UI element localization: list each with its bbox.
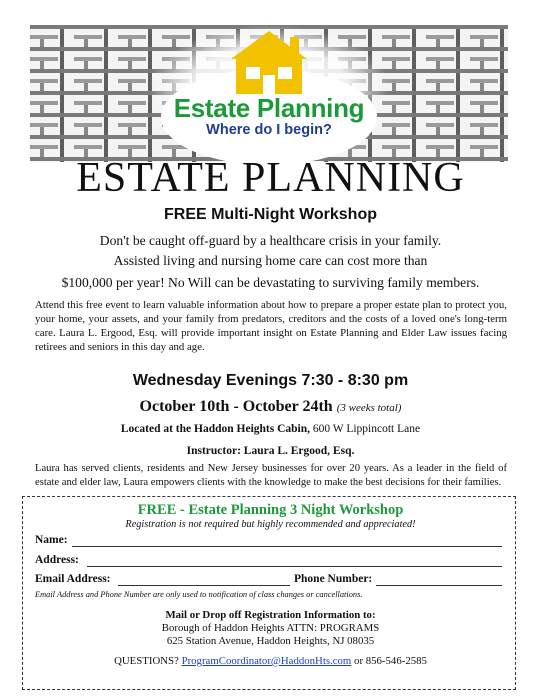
- address-field[interactable]: [87, 566, 502, 567]
- privacy-note: Email Address and Phone Number are only used to notification of class changes or cancellations.: [35, 590, 363, 599]
- bio-paragraph: Laura has served clients, residents and New Jersey businesses for over 20 years. As a leader in the field of estate and elder law, Laura empowers clients with the knowledge to make the best decisions for their families.: [35, 463, 507, 488]
- questions-label: QUESTIONS?: [114, 655, 179, 667]
- workshop-subtitle: FREE Multi-Night Workshop: [163, 206, 377, 223]
- mail-line-2: 625 Station Avenue, Haddon Heights, NJ 08035: [166, 635, 375, 647]
- mail-heading: Mail or Drop off Registration Information to:: [165, 609, 376, 621]
- email-field[interactable]: [118, 585, 290, 586]
- banner-image: [30, 25, 508, 162]
- location-address: 600 W Lippincott Lane: [310, 423, 421, 435]
- form-note: Registration is not required but highly recommended and appreciated!: [125, 519, 416, 530]
- schedule-time: Wednesday Evenings 7:30 - 8:30 pm: [132, 372, 409, 389]
- phone-label: Phone Number:: [294, 573, 373, 585]
- email-label: Email Address:: [35, 573, 111, 585]
- location-label: Located at the Haddon Heights Cabin,: [120, 423, 311, 435]
- questions-line: [0, 655, 541, 667]
- schedule-dates: [0, 398, 541, 416]
- lead-line-1: Don't be caught off-guard by a healthcare crisis in your family.: [99, 233, 442, 248]
- schedule-dates-text: October 10th - October 24th: [139, 398, 333, 415]
- lead-line-3: $100,000 per year! No Will can be devastating to surviving family members.: [61, 275, 480, 290]
- contact-phone: or 856-546-2585: [351, 655, 427, 667]
- schedule-dates-note: (3 weeks total): [336, 402, 402, 414]
- name-label: Name:: [35, 534, 68, 546]
- location: [0, 423, 541, 435]
- lead-line-2: Assisted living and nursing home care can cost more than: [113, 253, 428, 268]
- instructor: Instructor: Laura L. Ergood, Esq.: [186, 445, 355, 457]
- mail-line-1: Borough of Haddon Heights ATTN: PROGRAMS: [161, 622, 380, 634]
- phone-field[interactable]: [376, 585, 502, 586]
- logo-title: Estate Planning: [173, 93, 365, 123]
- page-title: ESTATE PLANNING: [76, 155, 465, 201]
- intro-paragraph: Attend this free event to learn valuable information about how to prepare a proper estate plan to protect you, your home, your assets, and your family from predators, creditors and the costs of a loved one's long-term care. Laura L. Ergood, Esq. will provide important insight on Estate Planning and Elder Law issues facing retirees and seniors in this day and age.: [35, 299, 507, 353]
- address-label: Address:: [35, 554, 79, 566]
- contact-email-link[interactable]: ProgramCoordinator@HaddonHts.com: [181, 655, 352, 667]
- form-title: FREE - Estate Planning 3 Night Workshop: [137, 502, 404, 518]
- logo-tagline: Where do I begin?: [206, 122, 332, 138]
- name-field[interactable]: [72, 546, 502, 547]
